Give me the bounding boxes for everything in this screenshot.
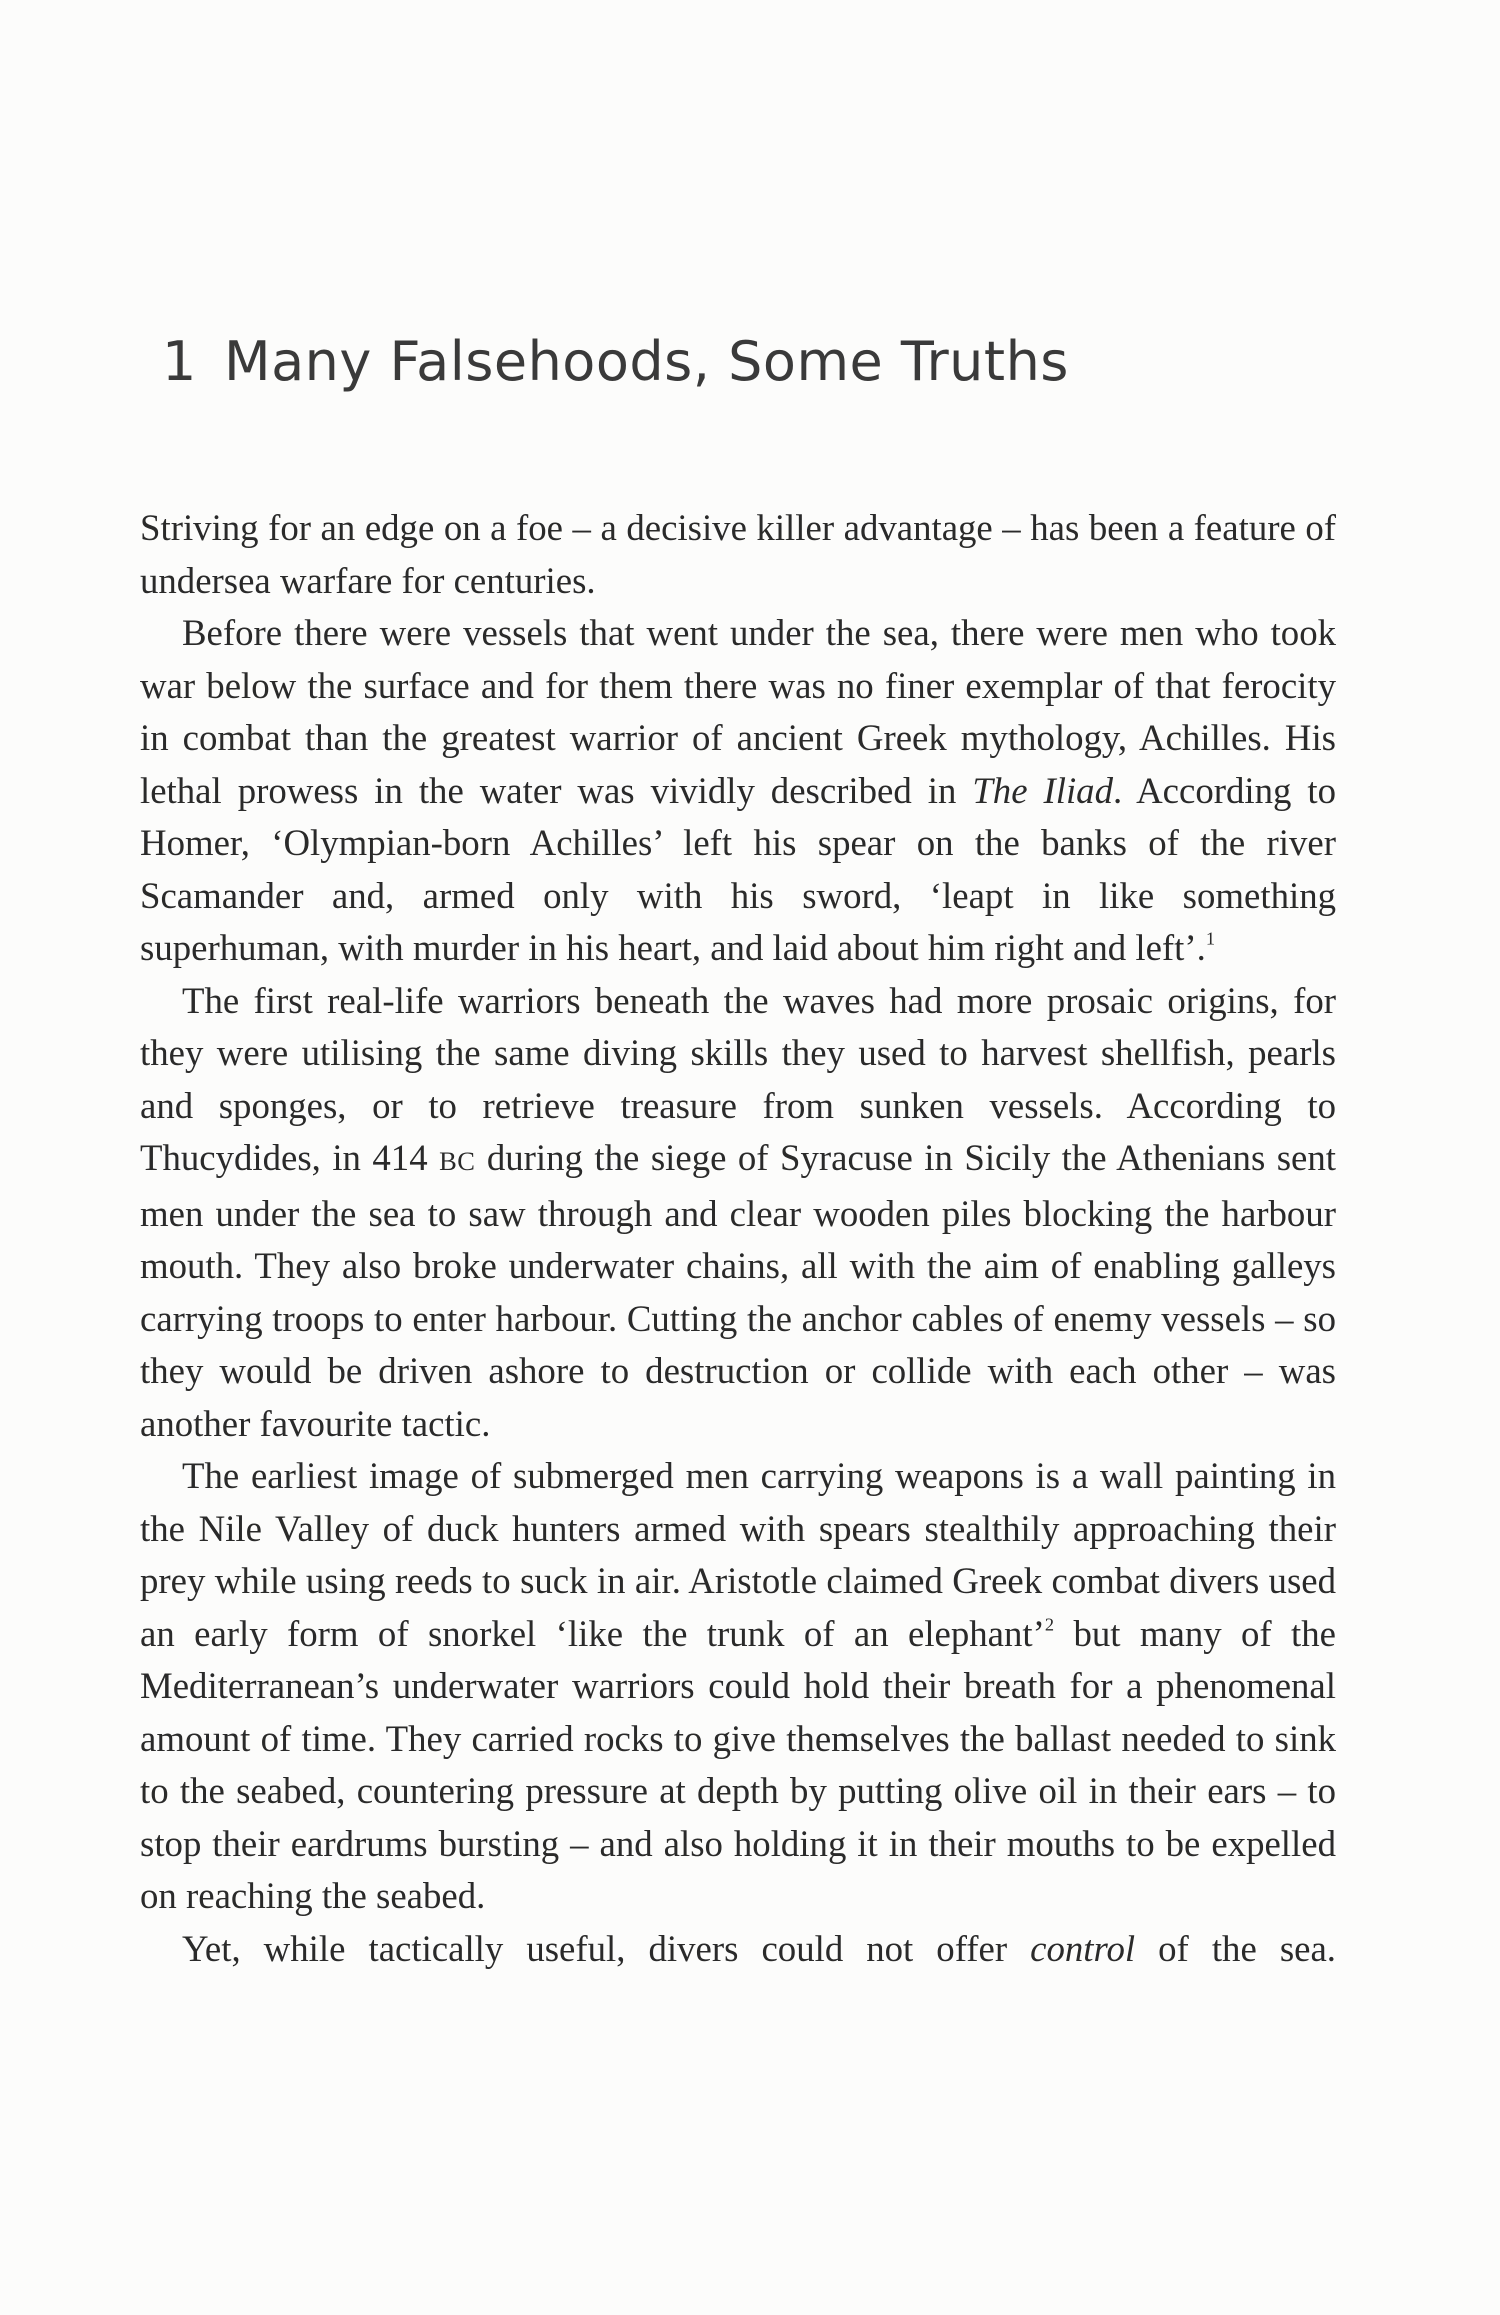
paragraph-2-text-b: . According to Homer, ‘Olympian-born Achilles’ left his spear on the banks of the river Scamander and, armed only with his sword, ‘leapt in like something superhuman, with murder in his heart, and laid about him right and left’. bbox=[140, 769, 1336, 968]
chapter-number: 1 bbox=[162, 330, 197, 393]
paragraph-1 bbox=[140, 502, 1336, 607]
chapter-title: Many Falsehoods, Some Truths bbox=[224, 330, 1069, 393]
emphasis-control: control bbox=[1030, 1927, 1136, 1969]
paragraph-5-text-b: of the sea. bbox=[1135, 1927, 1337, 1969]
paragraph-2-text-a: Before there were vessels that went under the sea, there were men who took war below the surface and for them there was no finer exemplar of that ferocity in combat than the greatest warrior of ancient Greek mythology, Achilles. His lethal prowess in the water was vividly described in bbox=[140, 612, 1336, 811]
book-title-iliad: The Iliad bbox=[972, 769, 1113, 811]
footnote-ref-2: 2 bbox=[1044, 1613, 1055, 1634]
paragraph-3-text-b: during the siege of Syracuse in Sicily the Athenians sent men under the sea to saw through and clear wooden piles blocking the harbour mouth. They also broke underwater chains, all with the aim of enabling galleys carrying troops to enter harbour. Cutting the anchor cables of enemy vessels – so they would be driven ashore to destruction or collide with each other – was another favourite tactic. bbox=[140, 1137, 1336, 1444]
footnote-ref-1: 1 bbox=[1205, 928, 1216, 949]
chapter-heading bbox=[162, 330, 1069, 393]
paragraph-5-text-a: Yet, while tactically useful, divers could not offer bbox=[182, 1927, 1031, 1969]
body-text bbox=[140, 502, 1336, 1975]
paragraph-4 bbox=[140, 1450, 1336, 1923]
paragraph-2 bbox=[140, 607, 1336, 975]
paragraph-3 bbox=[140, 975, 1336, 1451]
paragraph-4-text-b: but many of the Mediterranean’s underwater warriors could hold their breath for a phenomenal amount of time. They carried rocks to give themselves the ballast needed to sink to the seabed, countering pressure at depth by putting olive oil in their ears – to stop their eardrums bursting – and also holding it in their mouths to be expelled on reaching the seabed. bbox=[140, 1612, 1336, 1916]
paragraph-3-text-a: The first real-life warriors beneath the waves had more prosaic origins, for they were utilising the same diving skills they used to harvest shellfish, pearls and sponges, or to retrieve treasure from sunken vessels. According to Thucydides, in 414 bbox=[140, 979, 1336, 1178]
paragraph-4-text-a: The earliest image of submerged men carrying weapons is a wall painting in the Nile Valley of duck hunters armed with spears stealthily approaching their prey while using reeds to suck in air. Aristotle claimed Greek combat divers used an early form of snorkel ‘like the trunk of an elephant’ bbox=[140, 1455, 1336, 1654]
paragraph-5 bbox=[140, 1923, 1336, 1976]
era-abbreviation: BC bbox=[439, 1146, 476, 1176]
paragraph-1-text: Striving for an edge on a foe – a decisive killer advantage – has been a feature of undersea warfare for centuries. bbox=[140, 507, 1336, 601]
